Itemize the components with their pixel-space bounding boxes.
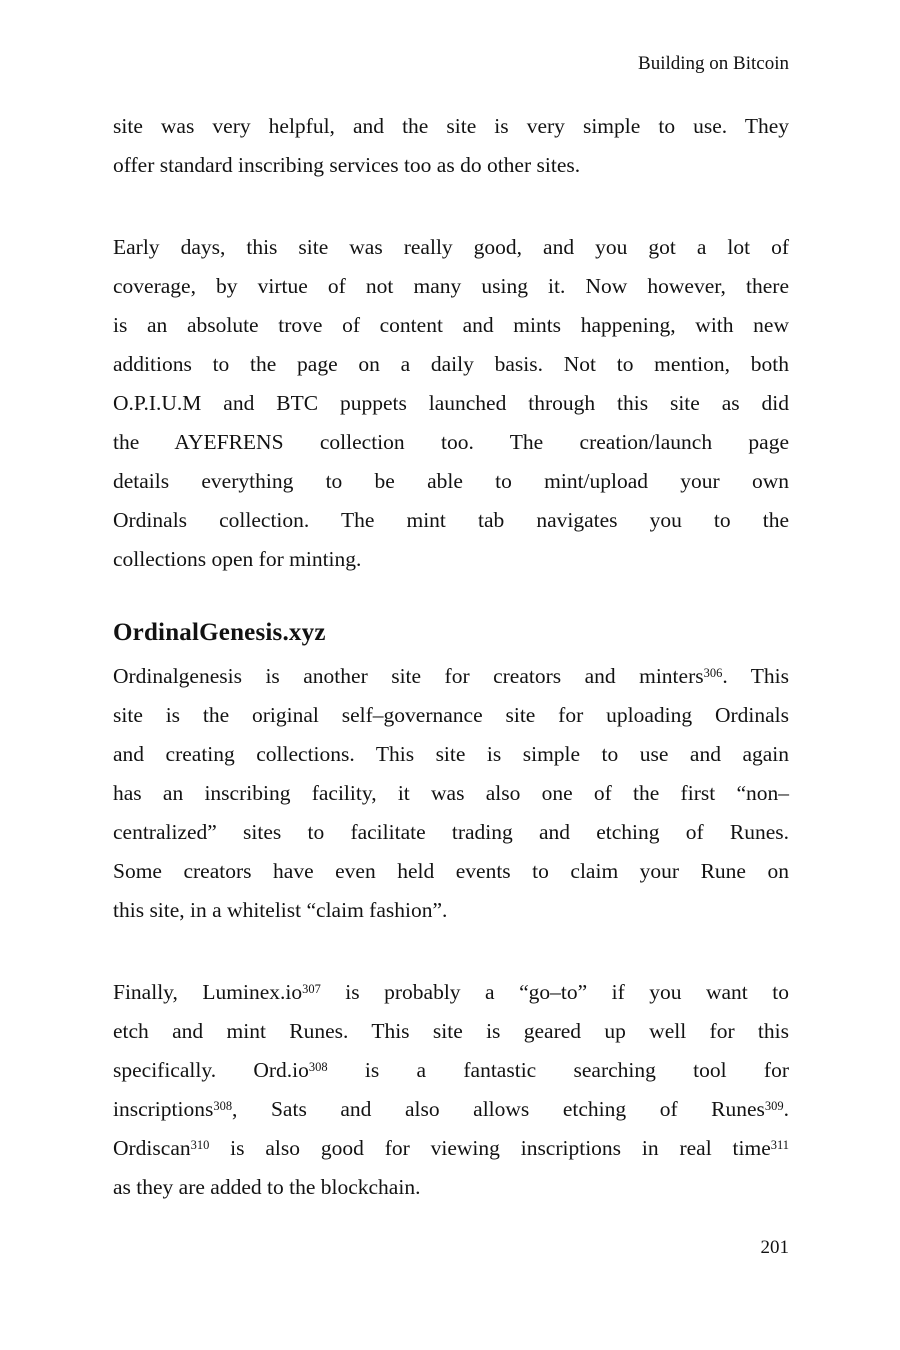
text-block (113, 107, 789, 1207)
text-line: centralized” sites to facilitate trading and etching of Runes. (113, 820, 789, 844)
page-number: 201 (760, 1237, 789, 1258)
text-line: has an inscribing facility, it was also one of the first “non– (113, 781, 789, 805)
footnote-ref: 310 (190, 1138, 210, 1153)
running-header: Building on Bitcoin (638, 53, 789, 74)
text-line: is an absolute trove of content and mints happening, with new (113, 313, 789, 337)
footnote-ref: 311 (770, 1138, 789, 1153)
text-line: O.P.I.U.M and BTC puppets launched through this site as did (113, 391, 789, 415)
paragraph (113, 228, 789, 579)
text-line: Ordinalgenesis is another site for creators and minters$^{306}$. This (113, 664, 789, 688)
text-line: collections open for minting. (113, 547, 362, 571)
footnote-ref: 306 (703, 666, 723, 681)
text-line: Some creators have even held events to claim your Rune on (113, 859, 789, 883)
text-line: Ordinals collection. The mint tab navigates you to the (113, 508, 789, 532)
text-line: Finally, Luminex.io$^{307}$ is probably a “go–to” if you want to (113, 980, 789, 1004)
paragraph (113, 973, 789, 1207)
footnote-ref: 307 (302, 982, 321, 997)
text-line: additions to the page on a daily basis. Not to mention, both (113, 352, 789, 376)
text-line: etch and mint Runes. This site is geared up well for this (113, 1019, 789, 1043)
footnote-ref: 309 (764, 1099, 784, 1114)
text-line: coverage, by virtue of not many using it. Now however, there (113, 274, 789, 298)
text-line: Early days, this site was really good, and you got a lot of (113, 235, 789, 259)
paragraph (113, 657, 789, 930)
text-line: details everything to be able to mint/upload your own (113, 469, 789, 493)
text-line: site is the original self–governance site for uploading Ordinals (113, 703, 789, 727)
section-heading: OrdinalGenesis.xyz (113, 619, 326, 646)
text-line: the AYEFRENS collection too. The creation/launch page (113, 430, 789, 454)
text-line: Ordiscan$^{310}$ is also good for viewing inscriptions in real time$^{311}$ (113, 1136, 789, 1160)
text-line: specifically. Ord.io$^{308}$ is a fantastic searching tool for (113, 1058, 789, 1082)
footnote-ref: 308 (213, 1099, 233, 1114)
text-line: offer standard inscribing services too as do other sites. (113, 153, 581, 177)
text-line: as they are added to the blockchain. (113, 1175, 421, 1199)
text-line: inscriptions$^{308}$, Sats and also allows etching of Runes$^{309}$. (113, 1097, 789, 1121)
text-line: site was very helpful, and the site is very simple to use. They (113, 114, 789, 138)
footnote-ref: 308 (308, 1060, 328, 1075)
paragraph (113, 107, 789, 185)
text-line: and creating collections. This site is simple to use and again (113, 742, 789, 766)
text-line: this site, in a whitelist “claim fashion”. (113, 898, 448, 922)
